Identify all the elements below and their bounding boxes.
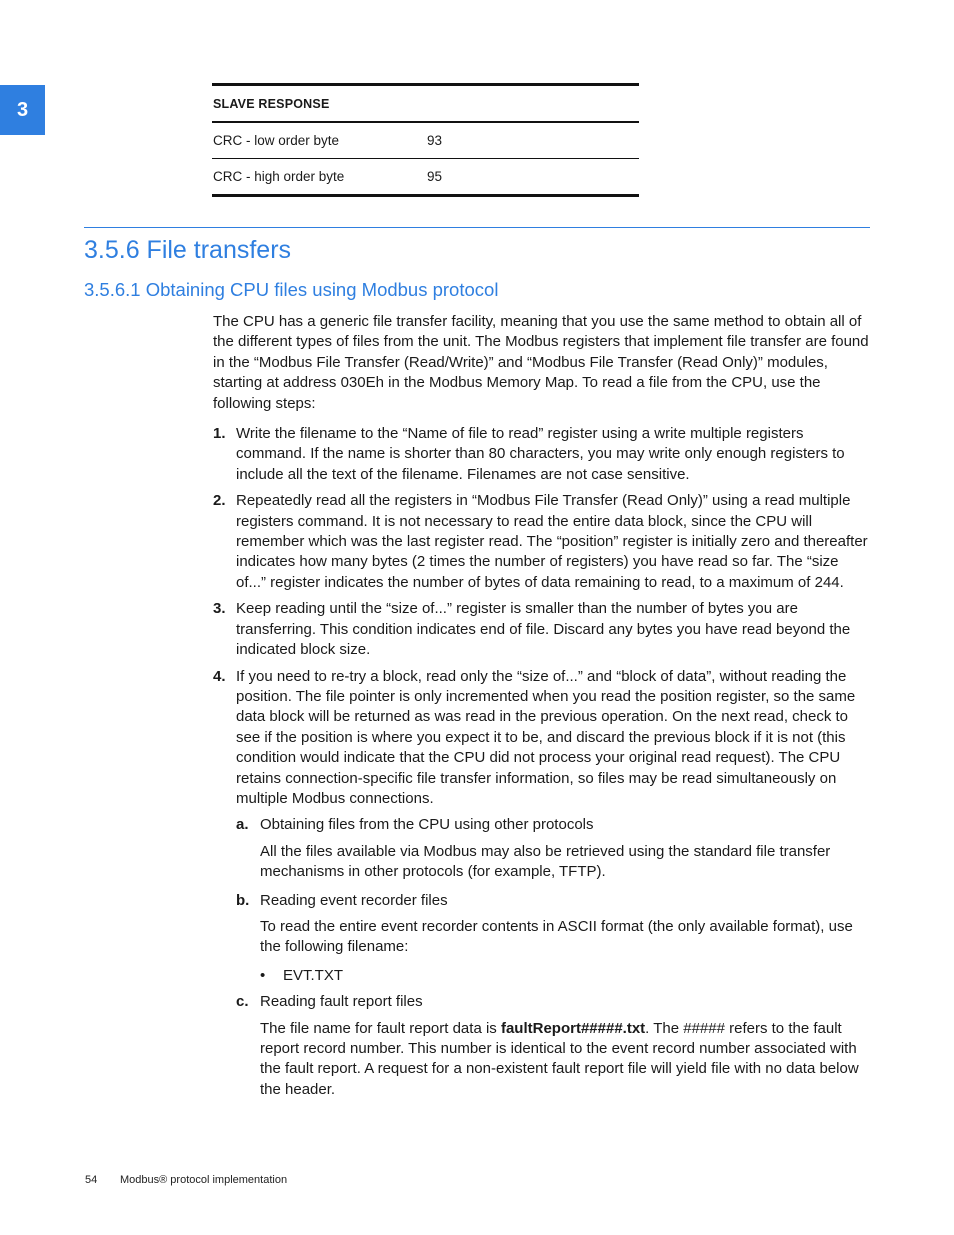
step-item	[213, 599, 869, 660]
step-item	[213, 491, 869, 593]
step-number: 1.	[213, 425, 226, 443]
slave-response-table	[212, 83, 639, 197]
sub-paragraph: To read the entire event recorder contents in ASCII format (the only available format), use the following filename:	[260, 917, 853, 956]
bullet-marker: •	[260, 966, 266, 984]
sub-list	[236, 992, 869, 1012]
step-text: Write the filename to the “Name of file to read” register using a write multiple registers command. If the name is shorter than 80 characters, you may write only enough registers to include all the text of the filename. Filenames are not case sensitive.	[236, 425, 845, 483]
chapter-tab: 3	[0, 85, 45, 135]
step-text: Repeatedly read all the registers in “Modbus File Transfer (Read Only)” using a read multiple registers command. It is not necessary to read the entire data block, since the CPU will remember which was the last register read. The “position” register is initially zero and thereafter indicates how many bytes (2 times the number of registers) you have read so far. The “size of...” register indicates the number of bytes of data remaining to read, to a maximum of 244.	[236, 492, 868, 591]
sub-title: Reading fault report files	[260, 993, 423, 1011]
footer-title: Modbus® protocol implementation	[120, 1174, 288, 1186]
fault-report-filename: faultReport#####.txt	[500, 1019, 646, 1037]
page-number: 54	[85, 1174, 98, 1186]
sub-letter: b.	[236, 891, 250, 909]
sub-item-c	[236, 992, 869, 1012]
step-item	[213, 667, 869, 810]
sub-title: Obtaining files from the CPU using other protocols	[260, 816, 594, 834]
step-number: 3.	[213, 600, 226, 618]
sub-list	[236, 891, 869, 911]
row-label: CRC - low order byte	[213, 133, 340, 148]
sub-list	[236, 815, 869, 835]
sub-item-b	[236, 891, 869, 911]
table-row	[212, 159, 639, 197]
intro-paragraph: The CPU has a generic file transfer facility, meaning that you use the same method to obtain all of the different types of files from the unit. The Modbus registers that implement file transfer are found in the “Modbus File Transfer (Read/Write)” and “Modbus File Transfer (Read Only)” modules, starting at address 030Eh in the Modbus Memory Map. To read a file from the CPU, use the following steps:	[213, 313, 869, 412]
row-label: CRC - high order byte	[213, 169, 345, 184]
step-text: If you need to re-try a block, read only the “size of...” and “block of data”, without reading the position. The file pointer is only incremented when you read the position register, so the same data block will be returned as was read in the previous operation. On the next read, check to see if the position is where you expect it to be, and discard the previous block if it is not (this condition would indicate that the CPU did not process your original read request). The CPU retains connection-specific file transfer information, so files may be read simultaneously on multiple Modbus connections.	[236, 667, 856, 807]
bullet-text: EVT.TXT	[283, 966, 344, 984]
bullet-item	[260, 966, 869, 986]
body-text	[213, 312, 869, 1100]
page-footer	[85, 1174, 287, 1186]
section-title: 3.5.6 File transfers	[84, 236, 292, 264]
steps-list	[213, 424, 869, 809]
text-before: The file name for fault report data is	[260, 1019, 501, 1037]
sub-item-a	[236, 815, 869, 835]
row-value: 93	[427, 133, 443, 148]
subsection-title: 3.5.6.1 Obtaining CPU files using Modbus protocol	[84, 279, 499, 300]
table-row	[212, 123, 639, 159]
sub-paragraph	[260, 1019, 869, 1101]
section-divider	[84, 227, 870, 228]
sub-letter: c.	[236, 993, 249, 1011]
sub-title: Reading event recorder files	[260, 891, 448, 909]
step-number: 4.	[213, 667, 226, 685]
table-header: SLAVE RESPONSE	[212, 86, 639, 123]
text-after: . The ##### refers to the fault report record number. This number is identical to the event record number associated with the fault report. A request for a non-existent fault report file will yield file with no data below the header.	[260, 1019, 859, 1098]
sub-letter: a.	[236, 816, 249, 834]
step-number: 2.	[213, 492, 226, 510]
sub-paragraph: All the files available via Modbus may also be retrieved using the standard file transfer mechanisms in other protocols (for example, TFTP).	[260, 842, 831, 881]
step-item	[213, 424, 869, 485]
step-text: Keep reading until the “size of...” register is smaller than the number of bytes you are transferring. This condition indicates end of file. Discard any bytes you have read beyond the indicated block size.	[236, 600, 851, 659]
row-value: 95	[427, 169, 443, 184]
